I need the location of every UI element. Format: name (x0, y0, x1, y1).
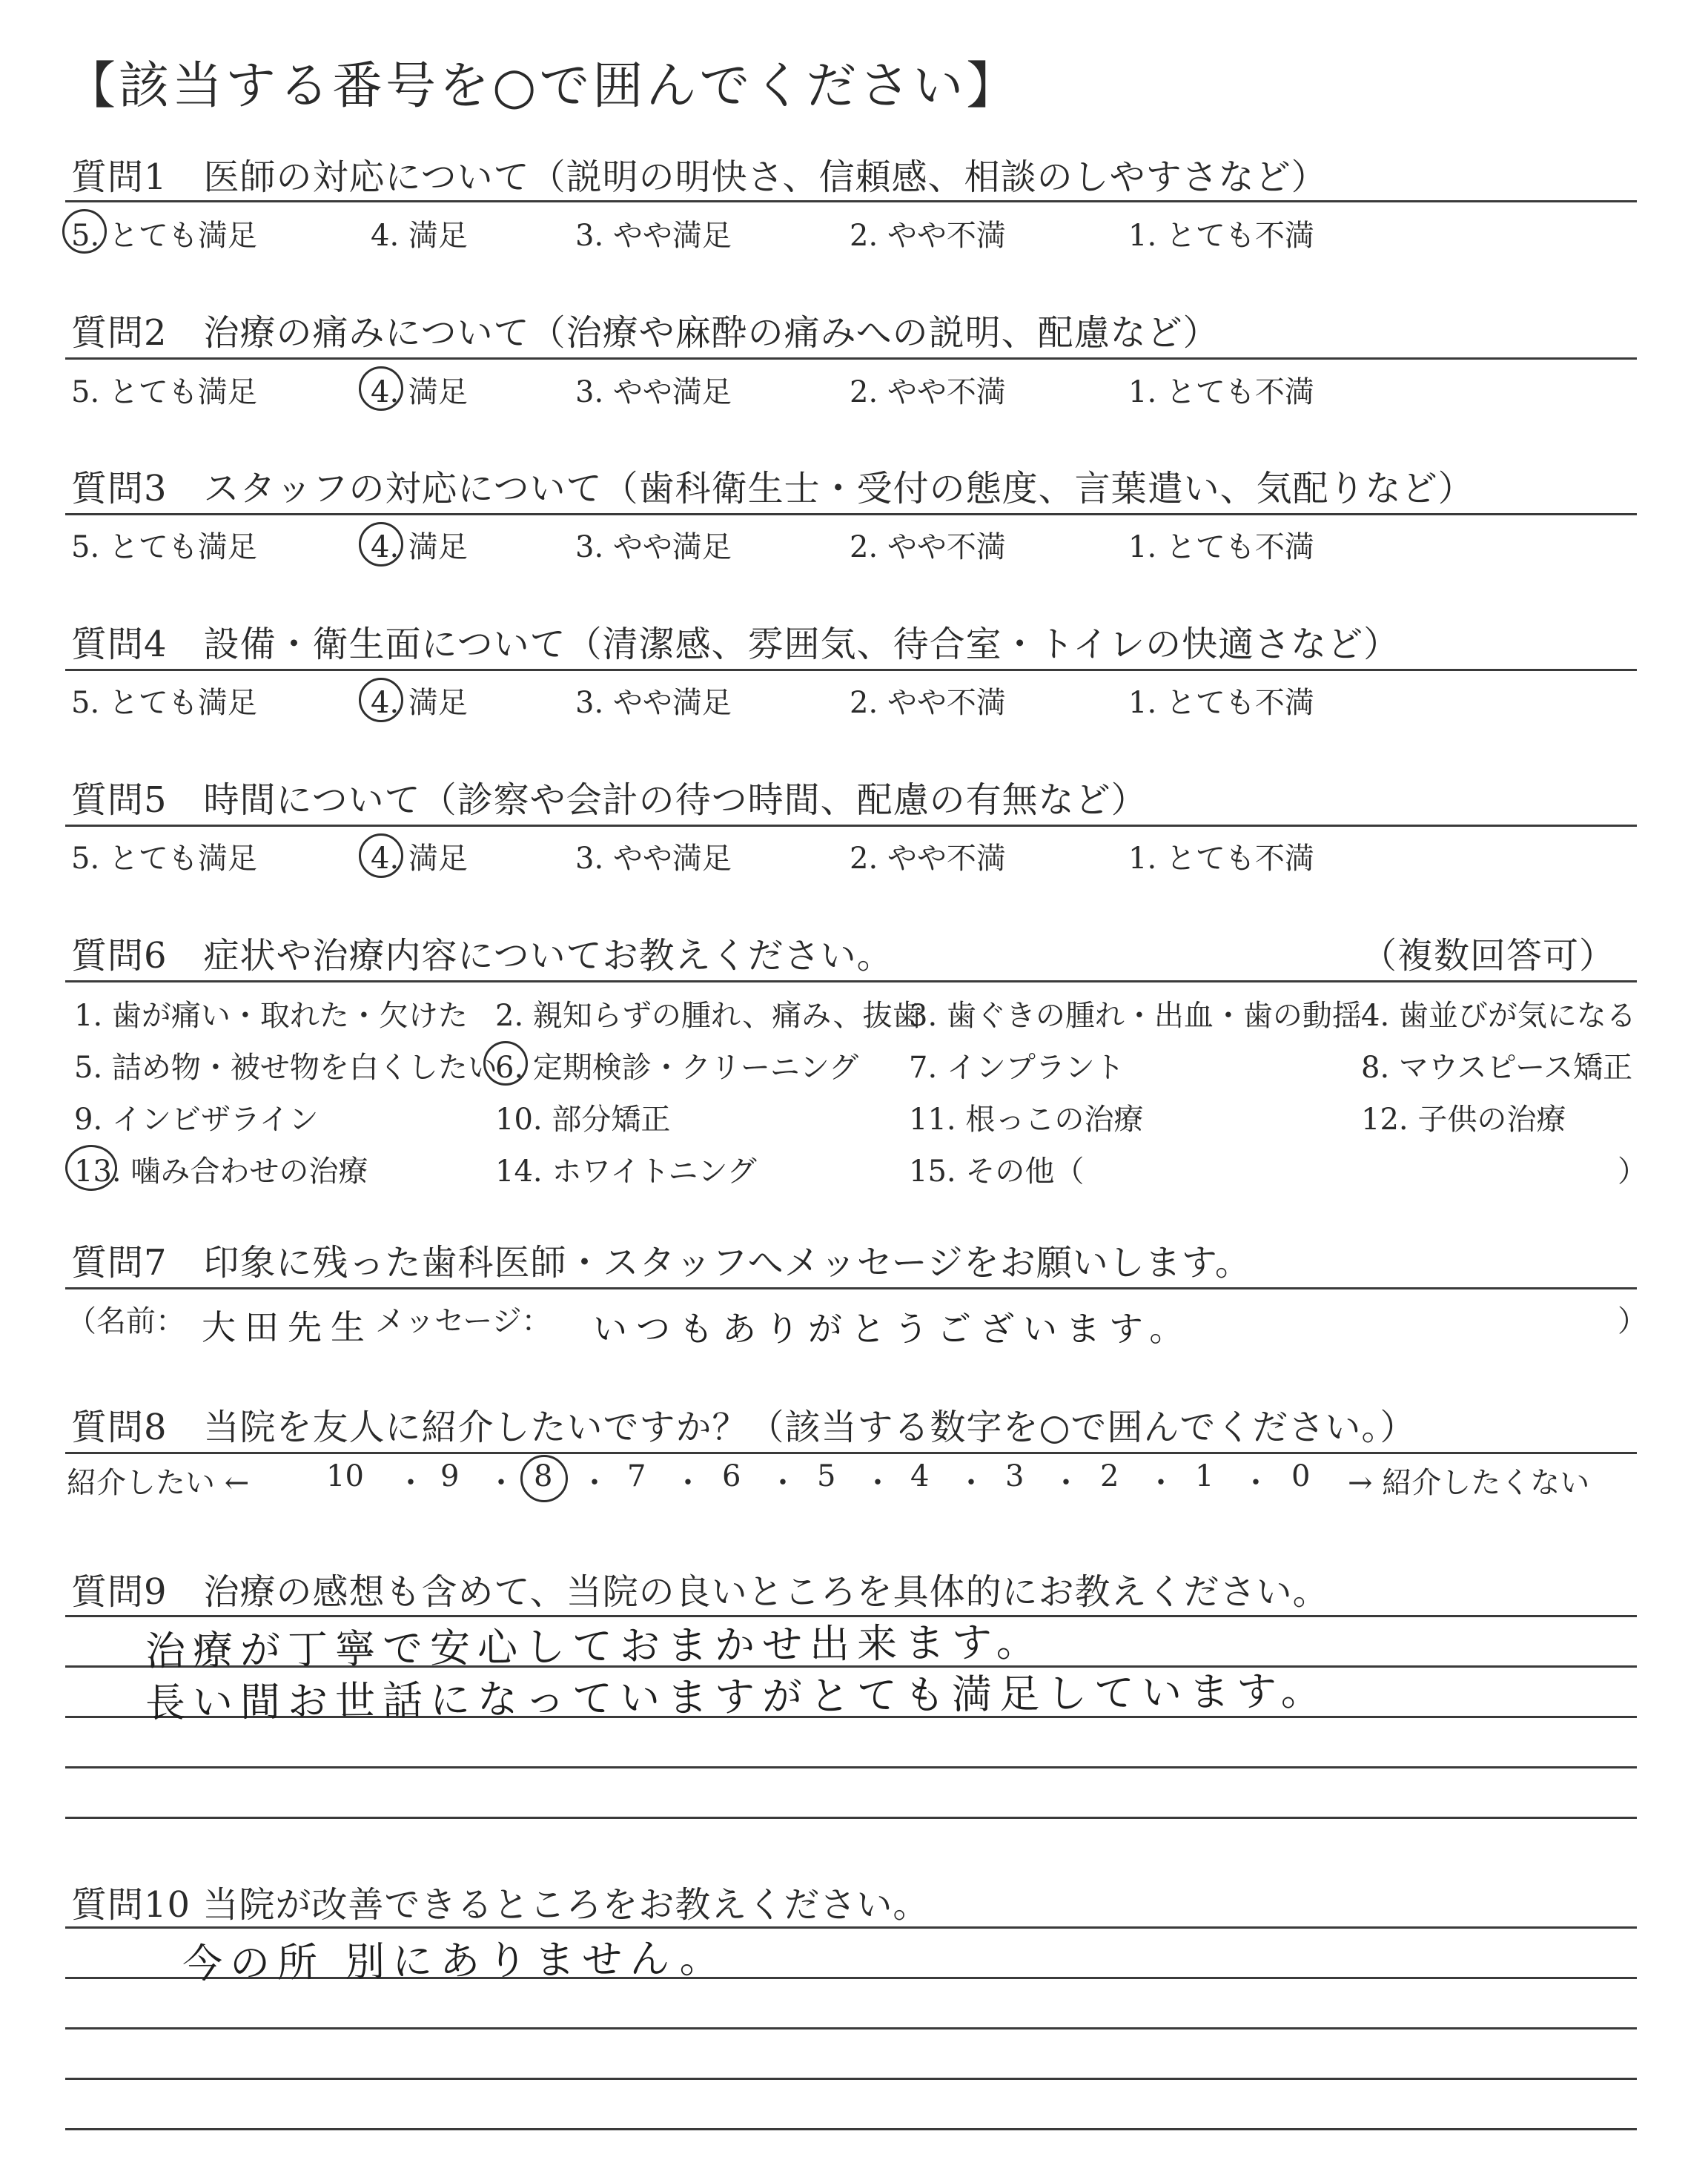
q8-dot-sep: ・ (956, 1466, 986, 1500)
q6-rule (65, 980, 1637, 982)
q8-title: 質問8 当院を友人に紹介したいですか？（該当する数字を○で囲んでください。） (71, 1407, 1417, 1448)
q4-option-5[interactable]: 5. とても満足 (71, 686, 257, 720)
q8-score-7[interactable]: 7 (627, 1459, 646, 1493)
q8-right-label: → 紹介したくない (1348, 1466, 1590, 1500)
q6-note: （複数回答可） (1361, 935, 1616, 977)
q8-dot-sep: ・ (580, 1466, 609, 1500)
q8-dot-sep: ・ (1146, 1466, 1176, 1500)
q6-item-11[interactable]: 11. 根っこの治療 (909, 1103, 1144, 1137)
q6-item-2[interactable]: 2. 親知らずの腫れ、痛み、抜歯 (495, 999, 922, 1033)
q3-option-5[interactable]: 5. とても満足 (71, 530, 257, 564)
q3-option-1[interactable]: 1. とても不満 (1128, 530, 1314, 564)
q6-item-13[interactable]: 13. 噛み合わせの治療 (74, 1155, 368, 1189)
q3-selection-circle (359, 522, 403, 567)
q6-item-9[interactable]: 9. インビザライン (74, 1103, 319, 1137)
q8-dot-sep: ・ (768, 1466, 798, 1500)
q6-item-6[interactable]: 6. 定期検診・クリーニング (495, 1051, 859, 1085)
q8-dot-sep: ・ (486, 1466, 516, 1500)
q7-name-value[interactable]: 大田先生 (202, 1307, 374, 1347)
q6-title: 質問6 症状や治療内容についてお教えください。 (71, 935, 893, 977)
q8-rule (65, 1452, 1637, 1454)
q3-option-4[interactable]: 4. 満足 (371, 530, 468, 564)
q8-score-1[interactable]: 1 (1195, 1459, 1214, 1493)
q6-item-1[interactable]: 1. 歯が痛い・取れた・欠けた (74, 999, 468, 1033)
q7-name-label: （名前： (67, 1304, 185, 1338)
q8-score-10[interactable]: 10 (326, 1459, 364, 1493)
q9-rule-4 (65, 1766, 1637, 1768)
q5-option-1[interactable]: 1. とても不満 (1128, 842, 1314, 876)
q10-rule-3 (65, 2027, 1637, 2029)
q6-item-3[interactable]: 3. 歯ぐきの腫れ・出血・歯の動揺 (909, 999, 1362, 1033)
q8-score-4[interactable]: 4 (910, 1459, 930, 1493)
q2-option-4[interactable]: 4. 満足 (371, 375, 468, 409)
q5-option-2[interactable]: 2. やや不満 (850, 842, 1006, 876)
q9-rule-5 (65, 1817, 1637, 1819)
q2-option-2[interactable]: 2. やや不満 (850, 375, 1006, 409)
q8-left-label: 紹介したい ← (67, 1466, 250, 1500)
q6-item-10[interactable]: 10. 部分矯正 (495, 1103, 671, 1137)
q9-answer-line-1[interactable]: 治療が丁寧で安心しておまかせ出来ます。 (145, 1618, 1045, 1675)
q5-option-5[interactable]: 5. とても満足 (71, 842, 257, 876)
q7-rule (65, 1287, 1637, 1289)
q6-item-5[interactable]: 5. 詰め物・被せ物を白くしたい (74, 1051, 497, 1085)
q8-score-2[interactable]: 2 (1100, 1459, 1119, 1493)
q8-dot-sep: ・ (1241, 1466, 1271, 1500)
q8-dot-sep: ・ (863, 1466, 893, 1500)
q8-score-6[interactable]: 6 (722, 1459, 741, 1493)
q1-option-4[interactable]: 4. 満足 (371, 219, 468, 253)
q2-option-1[interactable]: 1. とても不満 (1128, 375, 1314, 409)
q4-option-2[interactable]: 2. やや不満 (850, 686, 1006, 720)
q1-option-3[interactable]: 3. やや満足 (575, 219, 732, 253)
q5-title: 質問5 時間について（診察や会計の待つ時間、配慮の有無など） (71, 779, 1148, 821)
q4-selection-circle (359, 678, 403, 722)
q6-item-12[interactable]: 12. 子供の治療 (1361, 1103, 1566, 1137)
q6-item-15[interactable]: 15. その他（ (909, 1155, 1085, 1189)
page-title: 【該当する番号を○で囲んでください】 (65, 57, 1020, 116)
q8-score-9[interactable]: 9 (440, 1459, 460, 1493)
q7-close-paren: ） (1618, 1304, 1647, 1338)
q6-item-8[interactable]: 8. マウスピース矯正 (1361, 1051, 1633, 1085)
q1-option-5[interactable]: 5. とても満足 (71, 219, 257, 253)
q3-option-2[interactable]: 2. やや不満 (850, 530, 1006, 564)
q8-score-5[interactable]: 5 (817, 1459, 836, 1493)
q4-title: 質問4 設備・衛生面について（清潔感、雰囲気、待合室・トイレの快適さなど） (71, 624, 1400, 665)
q1-option-2[interactable]: 2. やや不満 (850, 219, 1006, 253)
q5-option-3[interactable]: 3. やや満足 (575, 842, 732, 876)
q8-score-8[interactable]: 8 (534, 1459, 553, 1493)
q8-score-3[interactable]: 3 (1005, 1459, 1025, 1493)
q2-rule (65, 357, 1637, 360)
q4-option-3[interactable]: 3. やや満足 (575, 686, 732, 720)
q9-title: 質問9 治療の感想も含めて、当院の良いところを具体的にお教えください。 (71, 1571, 1329, 1613)
q7-message-label: メッセージ： (375, 1304, 552, 1338)
q8-selection-circle (520, 1455, 568, 1502)
q5-selection-circle (359, 833, 403, 878)
q1-rule (65, 200, 1637, 202)
q8-dot-sep: ・ (396, 1466, 426, 1500)
q6-item-4[interactable]: 4. 歯並びが気になる (1361, 999, 1636, 1033)
q8-dot-sep: ・ (1051, 1466, 1081, 1500)
q6-selection-circle-6 (483, 1041, 528, 1086)
q4-rule (65, 669, 1637, 671)
q6-selection-circle-13 (65, 1145, 117, 1191)
q3-rule (65, 513, 1637, 515)
q4-option-1[interactable]: 1. とても不満 (1128, 686, 1314, 720)
q1-selection-circle (62, 209, 107, 254)
q10-answer-line-1[interactable]: 今の所 別にありません。 (182, 1935, 727, 1987)
q3-title: 質問3 スタッフの対応について（歯科衛生士・受付の態度、言葉遣い、気配りなど） (71, 468, 1474, 509)
q6-item-14[interactable]: 14. ホワイトニング (495, 1155, 757, 1189)
q6-item-7[interactable]: 7. インプラント (909, 1051, 1125, 1085)
q10-rule-5 (65, 2128, 1637, 2130)
q9-answer-line-2[interactable]: 長い間お世話になっていますがとても満足しています。 (145, 1667, 1329, 1727)
q7-message-value[interactable]: いつもありがとうございます。 (593, 1309, 1193, 1349)
q10-rule-4 (65, 2078, 1637, 2080)
q2-option-3[interactable]: 3. やや満足 (575, 375, 732, 409)
q10-title: 質問10 当院が改善できるところをお教えください。 (71, 1884, 930, 1926)
q1-option-1[interactable]: 1. とても不満 (1128, 219, 1314, 253)
q10-rule-1 (65, 1926, 1637, 1929)
q6-item-15-close-paren: ） (1618, 1155, 1647, 1189)
q5-option-4[interactable]: 4. 満足 (371, 842, 468, 876)
q5-rule (65, 825, 1637, 827)
q2-title: 質問2 治療の痛みについて（治療や麻酔の痛みへの説明、配慮など） (71, 312, 1219, 354)
q7-title: 質問7 印象に残った歯科医師・スタッフへメッセージをお願いします。 (71, 1242, 1251, 1284)
q8-score-0[interactable]: 0 (1291, 1459, 1311, 1493)
q1-title: 質問1 医師の対応について（説明の明快さ、信頼感、相談のしやすさなど） (71, 156, 1328, 198)
q4-option-4[interactable]: 4. 満足 (371, 686, 468, 720)
q2-option-5[interactable]: 5. とても満足 (71, 375, 257, 409)
q2-selection-circle (359, 366, 403, 411)
q8-dot-sep: ・ (673, 1466, 703, 1500)
q3-option-3[interactable]: 3. やや満足 (575, 530, 732, 564)
